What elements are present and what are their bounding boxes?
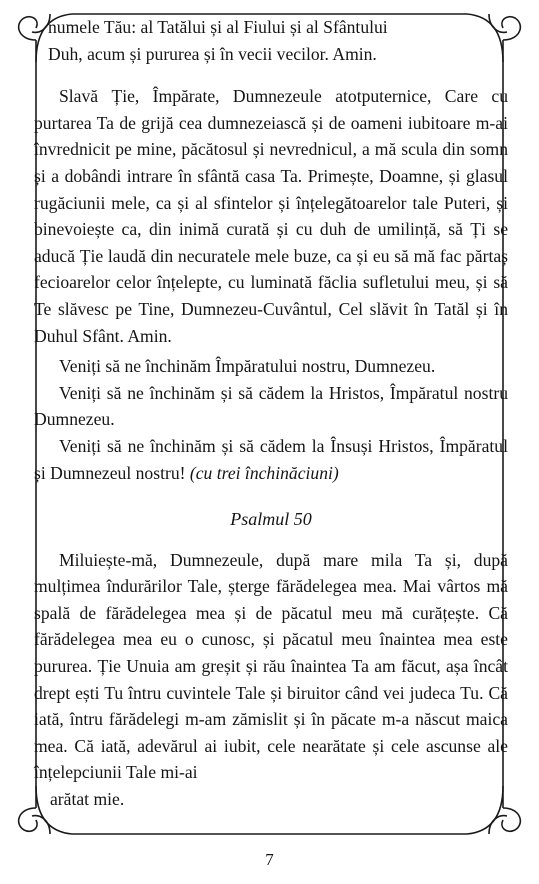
paragraph-slava: Slavă Ție, Împărate, Dumnezeule atotputernice, Care cu purtarea Ta de grijă cea dumnezeiască și de oameni iubitoare m-ai învrednicit pe mine, păcătosul și nevrednicul, a mă scula din somn și a dobândi intrare în sfântă casa Ta. Primește, Doamne, și glasul rugăciunii mele, ca și al sfintelor și înțelegătoarelor tale Puteri, și binevoiește ca, din inimă curată și cu duh de umilință, să Ți se aducă Ție laudă din necuratele mele buze, ca și eu să mă fac părtaș fecioarelor celor înțelepte, cu luminată făclia sufletului meu, și să Te slăvesc pe Tine, Dumnezeu-Cuvântul, Cel slăvit în Tatăl și în Duhul Sfânt. Amin. <box>34 86 508 346</box>
page-number: 7 <box>265 850 274 869</box>
paragraph-line: Duh, acum și pururea și în vecii vecilor. Amin. <box>48 43 377 64</box>
paragraph-psalm: Miluiește-mă, Dumnezeule, după mare mila Ta și, după mulțimea îndurărilor Tale, șterge fărădelegea mea. Mai vârtos mă spală de fărădelegea mea și de păcatul meu mă curățește. Că fărădelegea mea eu o cunosc, și păcatul meu înaintea mea este pururea. Ție Unuia am greșit și rău înaintea Ta am făcut, așa încât drept ești Tu întru cuvintele Tale și biruitor când vei judeca Tu. Că iată, întru fărădelegi m-am zămislit și în păcate m-a născut maica mea. Că iată, adevărul ai iubit, cele nearătate și cele ascunse ale înțelepciunii Tale mi-ai <box>34 549 508 783</box>
paragraph-veniti-2: Veniți să ne închinăm și să cădem la Hristos, Împăratul nostru Dumnezeu. <box>34 382 508 430</box>
rubric-note: (cu trei închinăciuni) <box>189 462 339 483</box>
psalm-heading: Psalmul 50 <box>230 509 312 530</box>
paragraph-veniti-1: Veniți să ne închinăm Împăratului nostru, Dumnezeu. <box>59 356 436 377</box>
paragraph-veniti-3 <box>34 433 508 486</box>
paragraph-veniti-3-text: Veniți să ne închinăm și să cădem la Însuși Hristos, Împăratul și Dumnezeul nostru! <box>34 435 508 483</box>
paragraph-line: numele Tău: al Tatălui și al Fiului și al Sfântului <box>48 17 388 37</box>
paragraph-psalm-last-line: arătat mie. <box>50 789 125 810</box>
prayer-text <box>34 14 508 813</box>
